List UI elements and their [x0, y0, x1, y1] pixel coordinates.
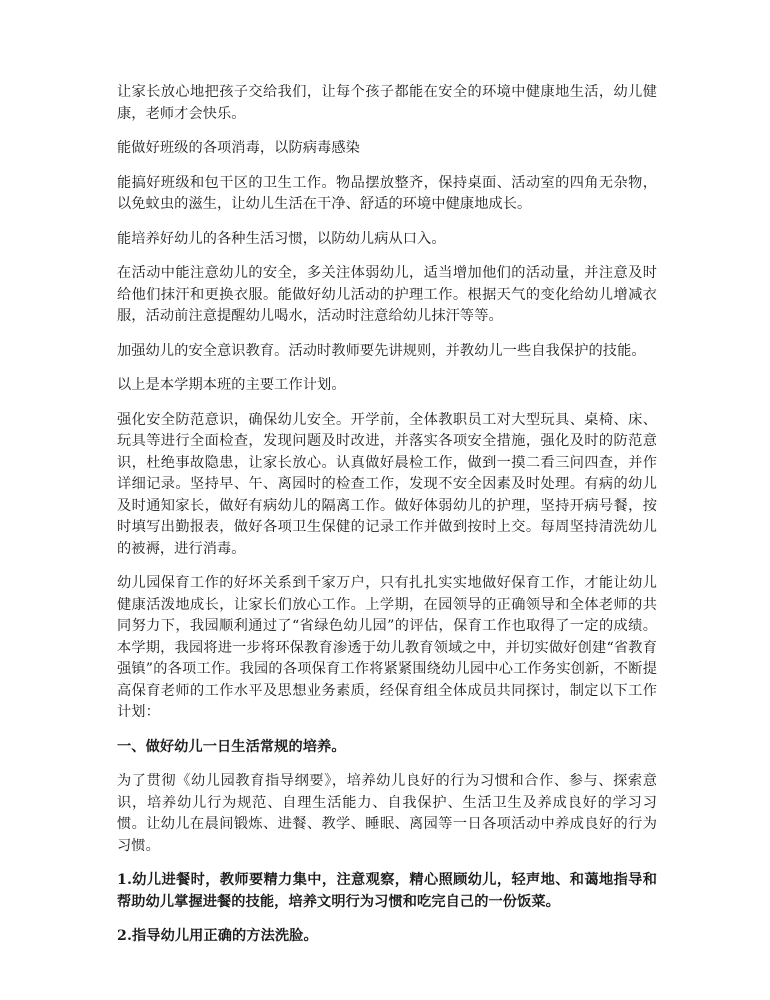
section-heading-1: 一、做好幼儿一日生活常规的培养。 [117, 738, 346, 755]
paragraph-7: 以上是本学期本班的主要工作计划。 [117, 377, 346, 393]
paragraph-8: 强化安全防范意识，确保幼儿安全。开学前，全体教职员工对大型玩具、桌椅、床、玩具等进行全面检查，发现问题及时改进，并落实各项安全措施，强化及时的防范意识，杜绝事故隐患，让家长放心。认真做好晨检工作，做到一摸二看三问四查，并作详细记录。坚持早、午、离园时的检查工作，发现不安全因素及时处理。有病的幼儿及时通知家长，做好有病幼儿的隔离工作。做好体弱幼儿的护理，坚持开病号餐，按时填写出勤报表，做好各项卫生保健的记录工作并做到按时上交。每周坚持清洗幼儿的被褥，进行消毒。 [117, 411, 657, 557]
paragraph-11: 为了贯彻《幼儿园教育指导纲要》，培养幼儿良好的行为习惯和合作、参与、探索意识，培养幼儿行为规范、自理生活能力、自我保护、生活卫生及养成良好的学习习惯。让幼儿在晨间锻炼、进餐、教学、睡眠、离园等一日各项活动中养成良好的行为习惯。 [117, 773, 657, 854]
paragraph-4: 能培养好幼儿的各种生活习惯，以防幼儿病从口入。 [117, 230, 446, 247]
list-item-1: 1.幼儿进餐时，教师要精力集中，注意观察，精心照顾幼儿，轻声地、和蔼地指导和帮助幼儿掌握进餐的技能，培养文明行为习惯和吃完自己的一份饭菜。 [117, 872, 657, 910]
paragraph-9: 幼儿园保育工作的好坏关系到千家万户，只有扎扎实实地做好保育工作，才能让幼儿健康活泼地成长，让家长们放心工作。上学期，在园领导的正确领导和全体老师的共同努力下，我园顺利通过了“省绿色幼儿园”的评估，保育工作也取得了一定的成绩。本学期，我园将进一步将环保教育渗透于幼儿教育领域之中，并切实做好创建“省教育强镇”的各项工作。我园的各项保育工作将紧紧围绕幼儿园中心工作务实创新，不断提高保育老师的工作水平及思想业务素质，经保育组全体成员共同探讨，制定以下工作计划： [117, 575, 657, 720]
paragraph-1: 让家长放心地把孩子交给我们，让每个孩子都能在安全的环境中健康地生活，幼儿健康，老师才会快乐。 [117, 84, 657, 122]
paragraph-5: 在活动中能注意幼儿的安全，多关注体弱幼儿，适当增加他们的活动量，并注意及时给他们抹汗和更换衣服。能做好幼儿活动的护理工作。根据天气的变化给幼儿增减衣服，活动前注意提醒幼儿喝水，活动时注意给幼儿抹汗等等。 [117, 265, 657, 324]
paragraph-6: 加强幼儿的安全意识教育。活动时教师要先讲规则，并教幼儿一些自我保护的技能。 [117, 342, 646, 359]
list-item-2: 2.指导幼儿用正确的方法洗脸。 [117, 928, 318, 944]
paragraph-2: 能做好班级的各项消毒，以防病毒感染 [117, 140, 360, 156]
paragraph-3: 能搞好班级和包干区的卫生工作。物品摆放整齐，保持桌面、活动室的四角无杂物，以免蚊虫的滋生，让幼儿生活在干净、舒适的环境中健康地成长。 [117, 174, 657, 212]
document-body [117, 82, 657, 961]
